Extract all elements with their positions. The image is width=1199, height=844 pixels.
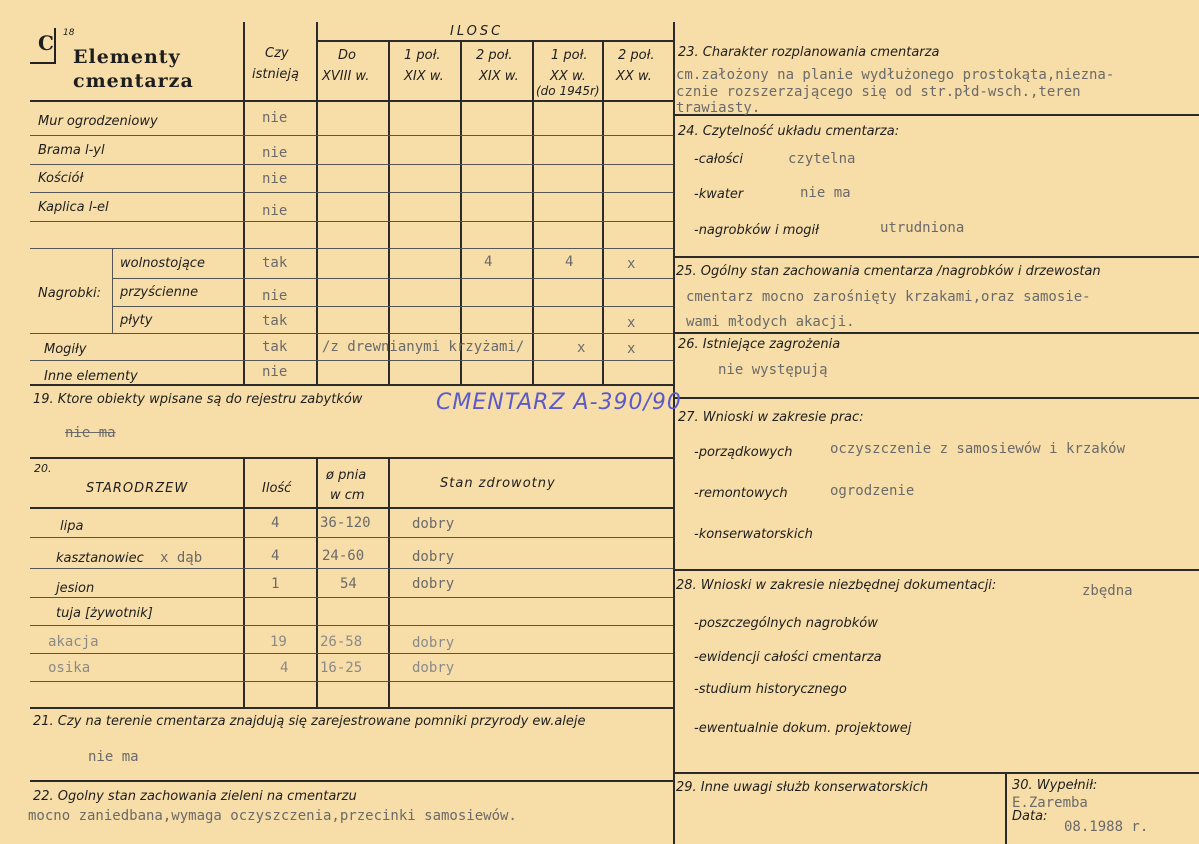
tree-extra: x dąb: [160, 550, 203, 566]
row-label: przyścienne: [120, 285, 199, 300]
card-letter: C: [30, 28, 56, 64]
q19-label: 19. Ktore obiekty wpisane są do rejestru zabytków: [33, 392, 363, 407]
title-line-2: cmentarza: [73, 70, 194, 92]
divider: [673, 332, 1199, 334]
row-exists: nie: [262, 364, 288, 380]
q23-label: 23. Charakter rozplanowania cmentarza: [678, 45, 940, 60]
row-exists: tak: [262, 255, 288, 271]
tree-state: dobry: [412, 576, 455, 592]
q26-label: 26. Istniejące zagrożenia: [678, 337, 841, 352]
col-head: 1 poł.: [404, 48, 441, 63]
card-number: 18: [63, 28, 75, 38]
row-label: Mur ogrodzeniowy: [38, 114, 158, 129]
q21-label: 21. Czy na terenie cmentarza znajdują się zarejestrowane pomniki przyrody ew.aleje: [33, 714, 586, 729]
col-head: 2 poł.: [618, 48, 655, 63]
row-line: [112, 278, 673, 279]
cell: x: [627, 341, 636, 357]
row-line: [30, 360, 673, 361]
row-line: [30, 248, 673, 249]
tree-state: dobry: [412, 635, 455, 651]
q28-value: zbędna: [1082, 583, 1133, 599]
col-head: XX w.: [550, 69, 586, 84]
tree-count: 4: [280, 660, 289, 676]
q24-label: 24. Czytelność układu cmentarza:: [678, 124, 900, 139]
col-head: Do: [338, 48, 356, 63]
row-exists: nie: [262, 288, 288, 304]
row-exists: tak: [262, 339, 288, 355]
row-line: [30, 537, 673, 538]
q21-answer: nie ma: [88, 749, 139, 765]
q28-item: -ewentualnie dokum. projektowej: [694, 721, 912, 736]
nagrobki-label: Nagrobki:: [38, 286, 102, 301]
tree-state: dobry: [412, 660, 455, 676]
divider: [316, 40, 673, 42]
q25-label: 25. Ogólny stan zachowania cmentarza /nagrobków i drzewostan: [676, 264, 1101, 279]
tree-count: 19: [270, 634, 287, 650]
row-exists: nie: [262, 145, 288, 161]
tree-count: 1: [271, 576, 280, 592]
tree-name: osika: [48, 660, 91, 676]
cell: /z drewnianymi krzyżami/: [322, 339, 525, 355]
q20-num: 20.: [34, 462, 52, 475]
q29-label: 29. Inne uwagi służb konserwatorskich: [676, 780, 929, 795]
row-line: [30, 164, 673, 165]
q27-item-label: -remontowych: [694, 486, 788, 501]
divider: [1005, 772, 1007, 844]
q24-item-value: czytelna: [788, 151, 856, 167]
divider: [30, 507, 673, 509]
divider: [673, 397, 1199, 399]
q20-col-name: STARODRZEW: [86, 481, 189, 496]
cell: x: [627, 256, 636, 272]
q20-col-ilosc: Ilość: [262, 481, 292, 496]
q22-answer: mocno zaniedbana,wymaga oczyszczenia,przecinki samosiewów.: [28, 808, 517, 824]
col-head: XVIII w.: [322, 69, 370, 84]
col-head: (do 1945r): [536, 84, 600, 98]
divider: [316, 22, 318, 384]
ilosc-header: ILOSC: [450, 24, 504, 39]
row-label: Kościół: [38, 171, 84, 186]
q30-label: 30. Wypełnił:: [1012, 778, 1098, 793]
q28-label: 28. Wnioski w zakresie niezbędnej dokumentacji:: [676, 578, 997, 593]
row-line: [30, 221, 673, 222]
cell: 4: [484, 254, 493, 270]
q27-label: 27. Wnioski w zakresie prac:: [678, 410, 864, 425]
q25-line1: cmentarz mocno zarośnięty krzakami,oraz samosie-: [686, 289, 1091, 305]
row-line: [30, 597, 673, 598]
divider: [243, 22, 245, 384]
divider: [30, 707, 673, 709]
q30-name: E.Zaremba: [1012, 795, 1088, 811]
tree-name: kasztanowiec: [56, 551, 144, 566]
row-label: Brama l-yl: [38, 143, 105, 158]
tree-dia: 24-60: [322, 548, 365, 564]
row-exists: nie: [262, 171, 288, 187]
q30-date-label: Data:: [1012, 809, 1048, 824]
q23-line3: trawiasty.: [676, 100, 761, 116]
q24-item-label: -całości: [694, 152, 744, 167]
divider: [673, 22, 675, 844]
col-head: 2 poł.: [476, 48, 513, 63]
tree-count: 4: [271, 515, 280, 531]
col-head: 1 poł.: [551, 48, 588, 63]
row-line: [30, 192, 673, 193]
divider: [243, 457, 245, 707]
cell: 4: [565, 254, 574, 270]
q24-item-value: nie ma: [800, 185, 851, 201]
q24-item-value: utrudniona: [880, 220, 965, 236]
row-line: [30, 681, 673, 682]
q25-line2: wami młodych akacji.: [686, 314, 855, 330]
row-line: [30, 653, 673, 654]
q24-item-label: -nagrobków i mogił: [694, 223, 819, 238]
q22-label: 22. Ogolny stan zachowania zieleni na cmentarzu: [33, 789, 357, 804]
q23-line1: cm.założony na planie wydłużonego prostokąta,niezna-: [676, 67, 1115, 83]
tree-count: 4: [271, 548, 280, 564]
q23-line2: cznie rozszerzającego się od str.płd-wsch.,teren: [676, 84, 1081, 100]
tree-dia: 16-25: [320, 660, 363, 676]
row-exists: nie: [262, 110, 288, 126]
q19-handwritten: CMENTARZ A-390/90: [436, 390, 682, 415]
tree-dia: 54: [340, 576, 357, 592]
q30-date: 08.1988 r.: [1064, 819, 1149, 835]
col-head: XIX w.: [479, 69, 519, 84]
row-exists: nie: [262, 203, 288, 219]
col-czy: Czy: [265, 46, 289, 61]
q19-answer: nie ma: [65, 425, 116, 441]
q20-col-pnia: w cm: [330, 488, 365, 503]
divider: [30, 384, 673, 386]
row-line: [30, 333, 673, 334]
divider: [673, 772, 1199, 774]
divider: [112, 248, 113, 333]
col-head: XIX w.: [404, 69, 444, 84]
q27-item-label: -konserwatorskich: [694, 527, 813, 542]
divider: [673, 256, 1199, 258]
row-label: płyty: [120, 313, 153, 328]
row-line: [30, 135, 673, 136]
q20-col-stan: Stan zdrowotny: [440, 476, 556, 491]
q28-item: -poszczególnych nagrobków: [694, 616, 878, 631]
tree-name: akacja: [48, 634, 99, 650]
tree-dia: 36-120: [320, 515, 371, 531]
row-label: wolnostojące: [120, 256, 205, 271]
divider: [30, 457, 673, 459]
divider: [673, 569, 1199, 571]
divider: [388, 457, 390, 707]
q20-col-pnia: ø pnia: [326, 468, 367, 483]
q28-item: -ewidencji całości cmentarza: [694, 650, 882, 665]
cell: x: [627, 315, 636, 331]
col-istnieja: istnieją: [252, 67, 299, 82]
row-line: [112, 306, 673, 307]
tree-state: dobry: [412, 516, 455, 532]
divider: [30, 100, 673, 102]
tree-name: jesion: [56, 581, 95, 596]
title-line-1: Elementy: [73, 46, 181, 68]
q27-item-value: ogrodzenie: [830, 483, 915, 499]
row-label: Inne elementy: [44, 369, 138, 384]
row-label: Mogiły: [44, 342, 87, 357]
q27-item-value: oczyszczenie z samosiewów i krzaków: [830, 441, 1126, 457]
tree-name: tuja [żywotnik]: [56, 606, 153, 621]
divider: [316, 457, 318, 707]
tree-state: dobry: [412, 549, 455, 565]
q24-item-label: -kwater: [694, 187, 744, 202]
q26-answer: nie występują: [718, 362, 828, 378]
tree-name: lipa: [60, 519, 84, 534]
col-head: XX w.: [616, 69, 652, 84]
q27-item-label: -porządkowych: [694, 445, 793, 460]
divider: [30, 780, 673, 782]
q28-item: -studium historycznego: [694, 682, 847, 697]
cell: x: [577, 340, 586, 356]
row-exists: tak: [262, 313, 288, 329]
row-label: Kaplica l-el: [38, 200, 109, 215]
row-line: [30, 568, 673, 569]
tree-dia: 26-58: [320, 634, 363, 650]
row-line: [30, 625, 673, 626]
